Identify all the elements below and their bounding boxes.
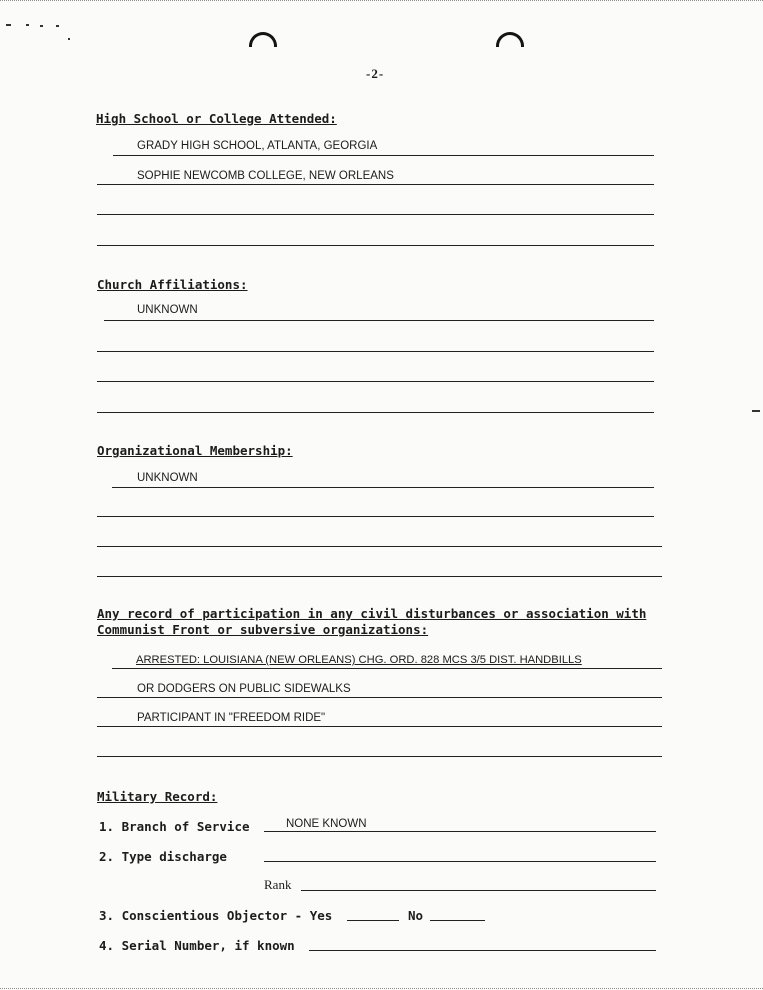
type-discharge-label: 2. Type discharge [99, 849, 227, 864]
conscientious-objector-no-label: No [408, 908, 424, 923]
page-bottom-edge [0, 988, 763, 989]
form-line [430, 920, 485, 921]
organizations-heading: Organizational Membership: [97, 443, 293, 458]
civil-record-heading-line2: Communist Front or subversive organizations: [97, 622, 429, 637]
rank-label: Rank [264, 877, 292, 892]
high-school-entry: SOPHIE NEWCOMB COLLEGE, NEW ORLEANS [137, 170, 394, 182]
scan-speck [40, 25, 43, 27]
form-line [97, 381, 654, 382]
form-line [97, 756, 662, 757]
form-line [97, 516, 654, 517]
high-school-entry: GRADY HIGH SCHOOL, ATLANTA, GEORGIA [137, 140, 378, 152]
church-entry: UNKNOWN [137, 304, 198, 316]
scan-speck [26, 24, 29, 26]
high-school-heading: High School or College Attended: [96, 111, 337, 126]
church-heading: Church Affiliations: [97, 277, 248, 292]
organizations-entry: UNKNOWN [137, 472, 198, 484]
form-line [264, 831, 656, 832]
page-top-edge [0, 0, 763, 1]
form-line [97, 184, 654, 185]
conscientious-objector-label: 3. Conscientious Objector - Yes [99, 908, 333, 923]
form-line [309, 950, 656, 951]
civil-record-heading-line1: Any record of participation in any civil disturbances or association with [97, 606, 647, 621]
civil-record-entry: OR DODGERS ON PUBLIC SIDEWALKS [137, 683, 351, 695]
form-line [301, 890, 656, 891]
civil-record-entry: ARRESTED: LOUISIANA (NEW ORLEANS) CHG. ORD. 828 MCS 3/5 DIST. HANDBILLS [136, 654, 582, 666]
branch-of-service-label: 1. Branch of Service [99, 819, 250, 834]
military-heading: Military Record: [97, 789, 218, 804]
form-line [112, 668, 662, 669]
form-line [97, 546, 662, 547]
serial-number-label: 4. Serial Number, if known [99, 938, 295, 953]
form-line [112, 487, 654, 488]
punch-hole-right [496, 32, 524, 47]
scan-speck [56, 25, 59, 27]
civil-record-entry: PARTICIPANT IN "FREEDOM RIDE" [137, 712, 326, 724]
form-line [97, 726, 662, 727]
form-line [97, 576, 662, 577]
form-line [113, 155, 654, 156]
punch-hole-left [249, 32, 277, 47]
form-line [104, 320, 654, 321]
scan-speck [752, 410, 760, 412]
page-number: -2- [366, 66, 385, 81]
scan-speck [68, 38, 70, 40]
branch-of-service-value: NONE KNOWN [286, 818, 367, 830]
form-line [347, 920, 399, 921]
form-line [97, 697, 662, 698]
scan-speck [6, 24, 11, 26]
form-line [97, 412, 654, 413]
form-line [97, 245, 654, 246]
form-line [264, 861, 656, 862]
form-line [97, 351, 654, 352]
form-line [97, 214, 654, 215]
